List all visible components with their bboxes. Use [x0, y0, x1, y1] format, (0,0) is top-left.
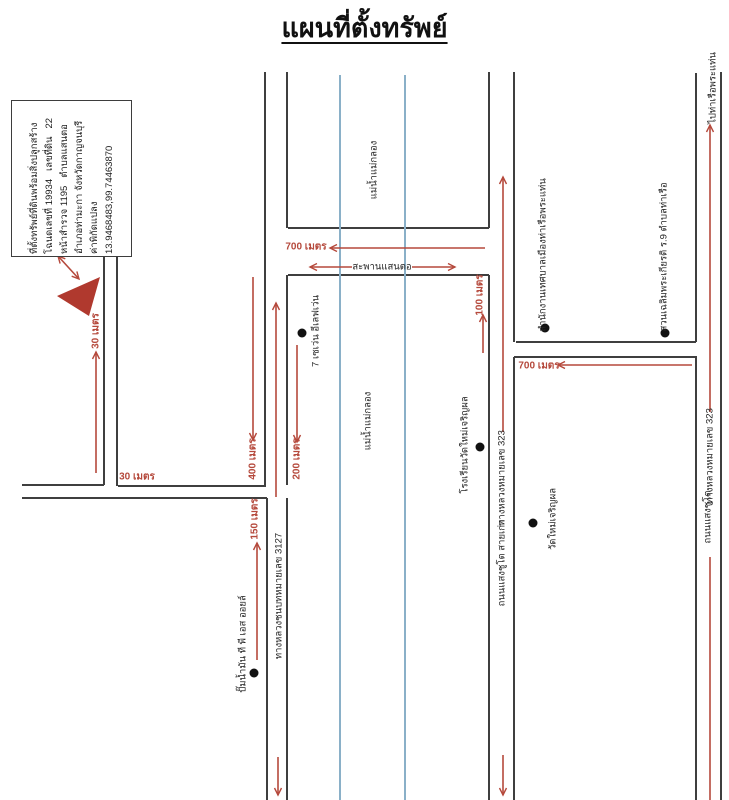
place-label: ทางหลวงหมายเลข 323 — [496, 430, 508, 526]
seven-eleven-label: 7 เซเว่น อีเลฟเว่น — [310, 295, 322, 367]
property-info-line: หน้าสำรวจ 1195 ตำบลแสนตอ — [58, 123, 70, 254]
property-info-line: อำเภอท่ามะกา จังหวัดกาญจนบุรี — [73, 120, 85, 254]
temple-wat-mai-charoenphon-dot — [529, 519, 538, 528]
school-wat-mai-charoenphon-dot — [476, 443, 485, 452]
distance-label: 30 เมตร — [119, 471, 155, 483]
gas-station-dot — [250, 669, 259, 678]
place-label: ทางหลวงชนบทหมายเลข 3127 — [273, 532, 285, 660]
property-info-line: 13.9468483,99.74463870 — [103, 145, 115, 254]
park-rama9-label: สวนเฉลิมพระเกียรติ ร.9 ตำบลท่าเรือ — [658, 182, 670, 332]
property-info-line: ค่าพิกัดแปลง — [88, 201, 100, 254]
place-label: ถนนแสงชูโต สายเก่า — [496, 519, 508, 607]
place-label: ทางหลวงหมายเลข 323 — [704, 408, 716, 504]
property-marker-icon — [57, 277, 100, 316]
distance-arrow — [58, 256, 79, 279]
distance-label: 700 เมตร — [518, 360, 560, 372]
distance-label: 150 เมตร — [249, 498, 261, 540]
distance-label: 30 เมตร — [90, 313, 102, 349]
property-info-box — [11, 100, 132, 257]
place-label: สะพานแสนตอ — [352, 261, 412, 273]
place-label: ถนนแสงชูโต — [702, 490, 714, 544]
place-label: แม่น้ำแม่กลอง — [362, 391, 374, 451]
place-label: ไปท่าเรือพระแท่น — [707, 52, 719, 124]
distance-label: 700 เมตร — [285, 241, 327, 253]
distance-label: 400 เมตร — [247, 438, 259, 480]
distance-label: 100 เมตร — [474, 274, 486, 316]
gas-station-label: ปั๊มน้ำมัน ที พี เอส ออยล์ — [237, 595, 249, 693]
seven-eleven-dot — [298, 329, 307, 338]
page-title: แผนที่ตั้งทรัพย์ — [281, 13, 448, 43]
property-info-line: โฉนดเลขที่ 19934 เลขที่ดิน 22 — [43, 117, 55, 254]
property-info-line: ที่ตั้งทรัพย์ที่ดินพร้อมสิ่งปลูกสร้าง — [28, 122, 40, 254]
temple-wat-mai-charoenphon-label: วัดใหม่เจริญผล — [547, 487, 559, 551]
school-wat-mai-charoenphon-label: โรงเรียนวัดใหม่เจริญผล — [459, 396, 471, 494]
distance-label: 200 เมตร — [291, 438, 303, 480]
place-label: แม่น้ำแม่กลอง — [368, 140, 380, 200]
property-info-text — [27, 104, 117, 254]
municipality-tha-ruea-phra-thaen-label: สำนักงานเทศบาลเมืองท่าเรือพระแท่น — [537, 178, 549, 332]
